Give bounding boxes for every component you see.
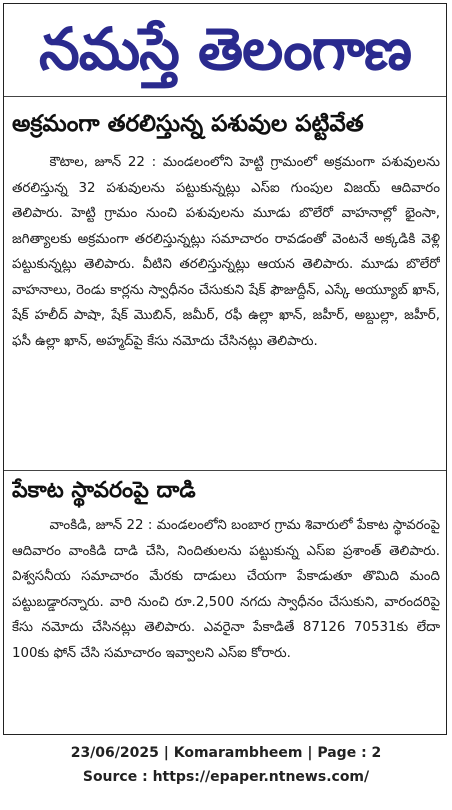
article-2-body: వాంకిడి, జూన్ 22 : మండలంలోని బంబార గ్రామ శివారులో పేకాట స్థావరంపై ఆదివారం వాంకిడి దాడి చేసి, నిందితులను పట్టుకున్న ఎస్ఐ ప్రశాంత్ తెలిపారు. విశ్వసనీయ సమాచారం మేరకు దాడులు చేయగా పేకాడుతూ తొమిది మంది పట్టుబడ్డారన్నారు. వారి నుంచి రూ.2,500 నగదు స్వాధీనం చేసుకుని, వారందరిపై కేసు నమోదు చేసినట్లు తెలిపారు. ఎవరైనా పేకాడితే 87126 70531కు లేదా 100కు ఫోన్ చేసి సమాచారం ఇవ్వాలని ఎస్ఐ కోరారు. <box>12 518 440 661</box>
article-2-headline: పేకాట స్థావరంపై దాడి <box>12 478 196 503</box>
article-1-body: కౌటాల, జూన్ 22 : మండలంలోని హెట్టి గ్రామంలో అక్రమంగా పశువులను తరలిస్తున్న 32 పశువులను పట్టుకున్నట్లు ఎస్ఐ గుంపుల విజయ్ ఆదివారం తెలిపారు. హెట్టి గ్రామం నుంచి పశువులను మూడు బొలేరో వాహనాల్లో భైంసా, జగిత్యాలకు అక్రమంగా తరలిస్తున్నట్లు సమాచారం రావడంతో వెంటనే అక్కడికి వెళ్లి పట్టుకున్నట్లు తెలిపారు. వీటిని తరలిస్తున్నట్లు ఆయన తెలిపారు. మూడు బొలేరో వాహనాలు, రెండు కార్లను స్వాధీనం చేసుకుని షేక్ ఫౌజుద్దీన్, ఎస్కే అయ్యూబ్ ఖాన్, షేక్ హలీద్ పాషా, షేక్ మొబిన్, జమీర్, రఫీ ఉల్లా ఖాన్, జహీర్, అబ్దుల్లా, జహీర్, ఫసీ ఉల్లా ఖాన్, అహ్మద్‌పై కేసు నమోదు చేసినట్లు తెలిపారు. <box>12 155 440 349</box>
newspaper-masthead: నమస్తే తెలంగాణ <box>39 15 411 83</box>
news-clipping <box>3 3 447 735</box>
article-1-headline: అక్రమంగా తరలిస్తున్న పశువుల పట్టివేత <box>12 111 364 137</box>
footer-source: Source : https://epaper.ntnews.com/ <box>82 769 370 785</box>
article-divider <box>4 470 446 471</box>
footer-date-edition-page: 23/06/2025 | Komarambheem | Page : 2 <box>70 745 382 761</box>
masthead-divider <box>4 96 446 97</box>
